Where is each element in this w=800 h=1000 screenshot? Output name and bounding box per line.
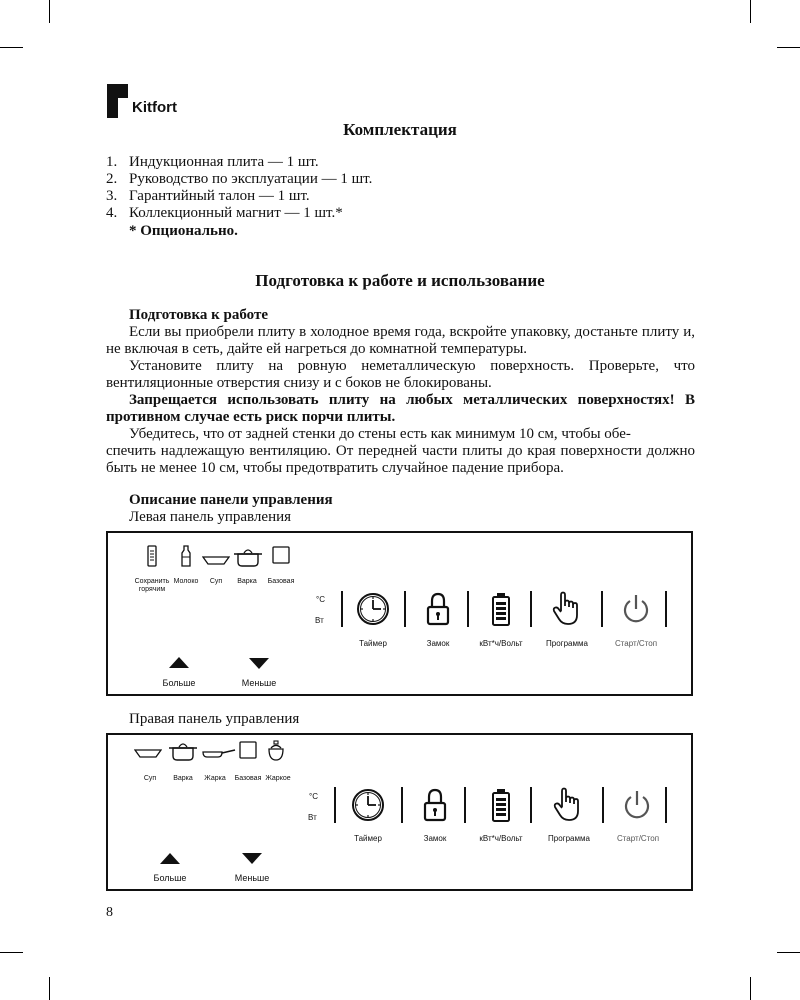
energy-label: кВт*ч/Вольт	[479, 834, 523, 843]
crop-mark	[777, 952, 800, 953]
program-hand-icon[interactable]	[553, 787, 583, 823]
stew-pot-icon	[266, 739, 286, 761]
crop-mark	[0, 47, 23, 48]
unit-watt: Вт	[308, 813, 317, 822]
mode-label: Сохранить горячим	[134, 578, 170, 593]
list-item	[106, 154, 372, 171]
basic-mode-icon	[239, 741, 257, 759]
separator	[464, 787, 466, 823]
crop-mark	[750, 0, 751, 23]
pot-icon	[168, 739, 198, 761]
battery-energy-icon[interactable]	[491, 788, 511, 822]
lock-icon[interactable]	[426, 592, 450, 626]
energy-label: кВт*ч/Вольт	[479, 639, 523, 648]
lock-label: Замок	[426, 639, 450, 648]
prep-paragraph-1: Если вы приобрели плиту в холодное время года, вскройте упаковку, достаньте плиту и, не включая в сеть, дайте ей нагреться до комнатной температуры.	[106, 324, 695, 357]
list-number: 1.	[106, 154, 118, 170]
separator	[601, 591, 603, 627]
program-label: Программа	[548, 834, 590, 843]
less-label: Меньше	[234, 873, 270, 883]
list-text: Руководство по эксплуатации — 1 шт.	[129, 171, 373, 187]
more-label: Больше	[162, 678, 196, 688]
less-label: Меньше	[241, 678, 277, 688]
start-stop-label: Старт/Стоп	[614, 639, 658, 648]
optional-note: * Опционально.	[129, 223, 238, 239]
crop-mark	[49, 0, 50, 23]
separator	[602, 787, 604, 823]
soup-plate-icon	[134, 746, 162, 760]
more-arrow-icon[interactable]	[169, 657, 189, 668]
page-number: 8	[106, 905, 113, 920]
timer-clock-icon[interactable]	[356, 592, 390, 626]
list-item	[106, 205, 372, 222]
prep-subtitle: Подготовка к работе	[129, 307, 268, 323]
list-number: 4.	[106, 205, 118, 221]
right-control-panel	[106, 733, 693, 891]
contents-list	[106, 154, 372, 222]
unit-celsius: °C	[309, 792, 318, 801]
panel-description-title: Описание панели управления	[129, 492, 333, 508]
list-number: 2.	[106, 171, 118, 187]
less-arrow-icon[interactable]	[249, 658, 269, 669]
kitfort-logo-icon	[107, 84, 128, 118]
separator	[530, 591, 532, 627]
soup-plate-icon	[202, 553, 230, 567]
list-text: Индукционная плита — 1 шт.	[129, 154, 319, 170]
separator	[665, 591, 667, 627]
left-control-panel	[106, 531, 693, 696]
timer-label: Таймер	[359, 639, 387, 648]
separator	[341, 591, 343, 627]
less-arrow-icon[interactable]	[242, 853, 262, 864]
pot-icon	[233, 545, 263, 567]
mode-label: Базовая	[234, 775, 262, 782]
separator	[401, 787, 403, 823]
brand-logo	[107, 84, 177, 118]
mode-label: Базовая	[267, 578, 295, 585]
list-number: 3.	[106, 188, 118, 204]
program-hand-icon[interactable]	[552, 591, 582, 627]
program-label: Программа	[546, 639, 588, 648]
start-stop-label: Старт/Стоп	[616, 834, 660, 843]
basic-mode-icon	[272, 546, 290, 564]
mode-label: Суп	[143, 775, 157, 782]
separator	[334, 787, 336, 823]
separator	[530, 787, 532, 823]
mode-label: Варка	[237, 578, 257, 585]
lock-icon[interactable]	[423, 788, 447, 822]
battery-energy-icon[interactable]	[491, 592, 511, 626]
crop-mark	[49, 977, 50, 1000]
prep-paragraph-2: Установите плиту на ровную неметаллическую поверхность. Проверьте, что вентиляционные отверстия снизу и с боков не блокированы.	[106, 358, 695, 391]
prep-paragraph-4b: спечить надлежащую вентиляцию. От передней части плиты до края поверхности должно быть не менее 10 см, чтобы предотвратить случайное падение прибора.	[106, 443, 695, 476]
prep-paragraph-4a: Убедитесь, что от задней стенки до стены есть как минимум 10 см, чтобы обе-	[129, 426, 631, 442]
keep-warm-icon	[146, 545, 158, 567]
crop-mark	[777, 47, 800, 48]
frying-pan-icon	[202, 745, 236, 761]
prep-title: Подготовка к работе и использование	[255, 271, 545, 290]
mode-label: Жарка	[204, 775, 226, 782]
mode-label: Жаркое	[265, 775, 291, 782]
unit-watt: Вт	[315, 616, 324, 625]
separator	[404, 591, 406, 627]
timer-clock-icon[interactable]	[351, 788, 385, 822]
contents-title: Комплектация	[343, 120, 457, 139]
milk-bottle-icon	[180, 545, 192, 567]
unit-celsius: °C	[316, 595, 325, 604]
power-icon[interactable]	[622, 789, 652, 821]
list-item	[106, 171, 372, 188]
prep-warning: Запрещается использовать плиту на любых металлических поверхностях! В противном случае есть риск порчи плиты.	[106, 392, 695, 425]
power-icon[interactable]	[621, 593, 651, 625]
more-label: Больше	[153, 873, 187, 883]
mode-label: Варка	[173, 775, 193, 782]
list-text: Коллекционный магнит — 1 шт.*	[129, 205, 343, 221]
mode-label: Молоко	[173, 578, 199, 585]
mode-label: Суп	[209, 578, 223, 585]
lock-label: Замок	[423, 834, 447, 843]
crop-mark	[0, 952, 23, 953]
more-arrow-icon[interactable]	[160, 853, 180, 864]
list-text: Гарантийный талон — 1 шт.	[129, 188, 310, 204]
brand-name: Kitfort	[132, 98, 177, 116]
separator	[665, 787, 667, 823]
list-item	[106, 188, 372, 205]
left-panel-label: Левая панель управления	[129, 509, 292, 525]
separator	[467, 591, 469, 627]
timer-label: Таймер	[354, 834, 382, 843]
right-panel-label: Правая панель управления	[129, 711, 300, 727]
crop-mark	[750, 977, 751, 1000]
